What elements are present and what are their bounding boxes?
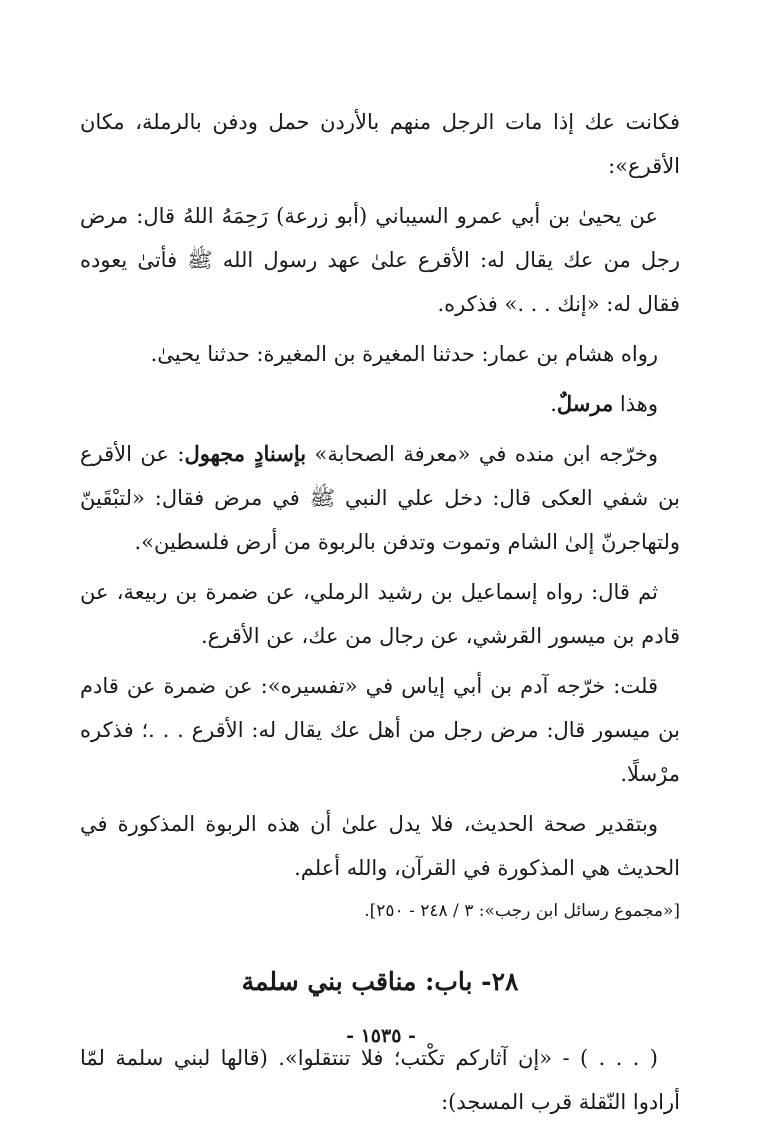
paragraph-hadith-narration: عن يحيىٰ بن أبي عمرو السيباني (أبو زرعة) رَحِمَهُ اللهُ قال: مرض رجل من عك يقال له: الأقرع علىٰ عهد رسول الله ﷺ فأتىٰ يعوده فقال له: «إنك . . .» فذكره. [80, 204, 680, 316]
paragraph-chain-of-narration: رواه هشام بن عمار: حدثنا المغيرة بن المغيرة: حدثنا يحيىٰ. [150, 342, 658, 366]
paragraph-conclusion: وبتقدير صحة الحديث، فلا يدل علىٰ أن هذه الربوة المذكورة في الحديث هي المذكورة في القرآن، والله أعلم. [80, 812, 680, 880]
page-number: - ١٥٣٥ - [346, 1025, 416, 1047]
page-body [80, 100, 680, 1130]
paragraph-ibn-mandah [80, 432, 680, 564]
grading-prefix: وهذا [613, 392, 658, 416]
grading-bold: مرسلٌ [556, 391, 614, 416]
source-reference: [«مجموع رسائل ابن رجب»: ٣ / ٢٤٨ - ٢٥٠]. [364, 901, 680, 921]
paragraph-i-said: قلت: خرّجه آدم بن أبي إياس في «تفسيره»: عن ضمرة عن قادم بن ميسور قال: مرض رجل من أهل عك يقال له: الأقرع . . .؛ فذكره مرْسلًا. [80, 674, 680, 786]
ibn-mandah-prefix: وخرّجه ابن منده في «معرفة الصحابة» [306, 442, 659, 466]
ibn-mandah-suffix: : عن الأقرع بن شفي العكى قال: دخل علي النبي ﷺ في مرض فقال: «لتبْقَينّ ولتهاجرنّ إلىٰ الشام وتموت وتدفن بالربوة من أرض فلسطين». [80, 442, 680, 554]
paragraph-grading [80, 382, 680, 426]
paragraph-then-said: ثم قال: رواه إسماعيل بن رشيد الرملي، عن ضمرة بن ربيعة، عن قادم بن ميسور القرشي، عن رجال من عك، عن الأقرع. [80, 580, 680, 648]
ibn-mandah-bold: بإسنادٍ مجهول [184, 441, 307, 466]
chapter-heading: ٢٨- باب: مناقب بني سلمة [241, 967, 519, 996]
paragraph-continuation: فكانت عك إذا مات الرجل منهم بالأردن حمل ودفن بالرملة، مكان الأقرع»: [80, 110, 680, 178]
paragraph-after-heading: ( . . . ) - «إن آثاركم تكْتب؛ فلا تنتقلوا». (قالها لبني سلمة لمّا أرادوا النّقلة قرب المسجد): [80, 1046, 680, 1114]
grading-suffix: . [550, 392, 557, 416]
